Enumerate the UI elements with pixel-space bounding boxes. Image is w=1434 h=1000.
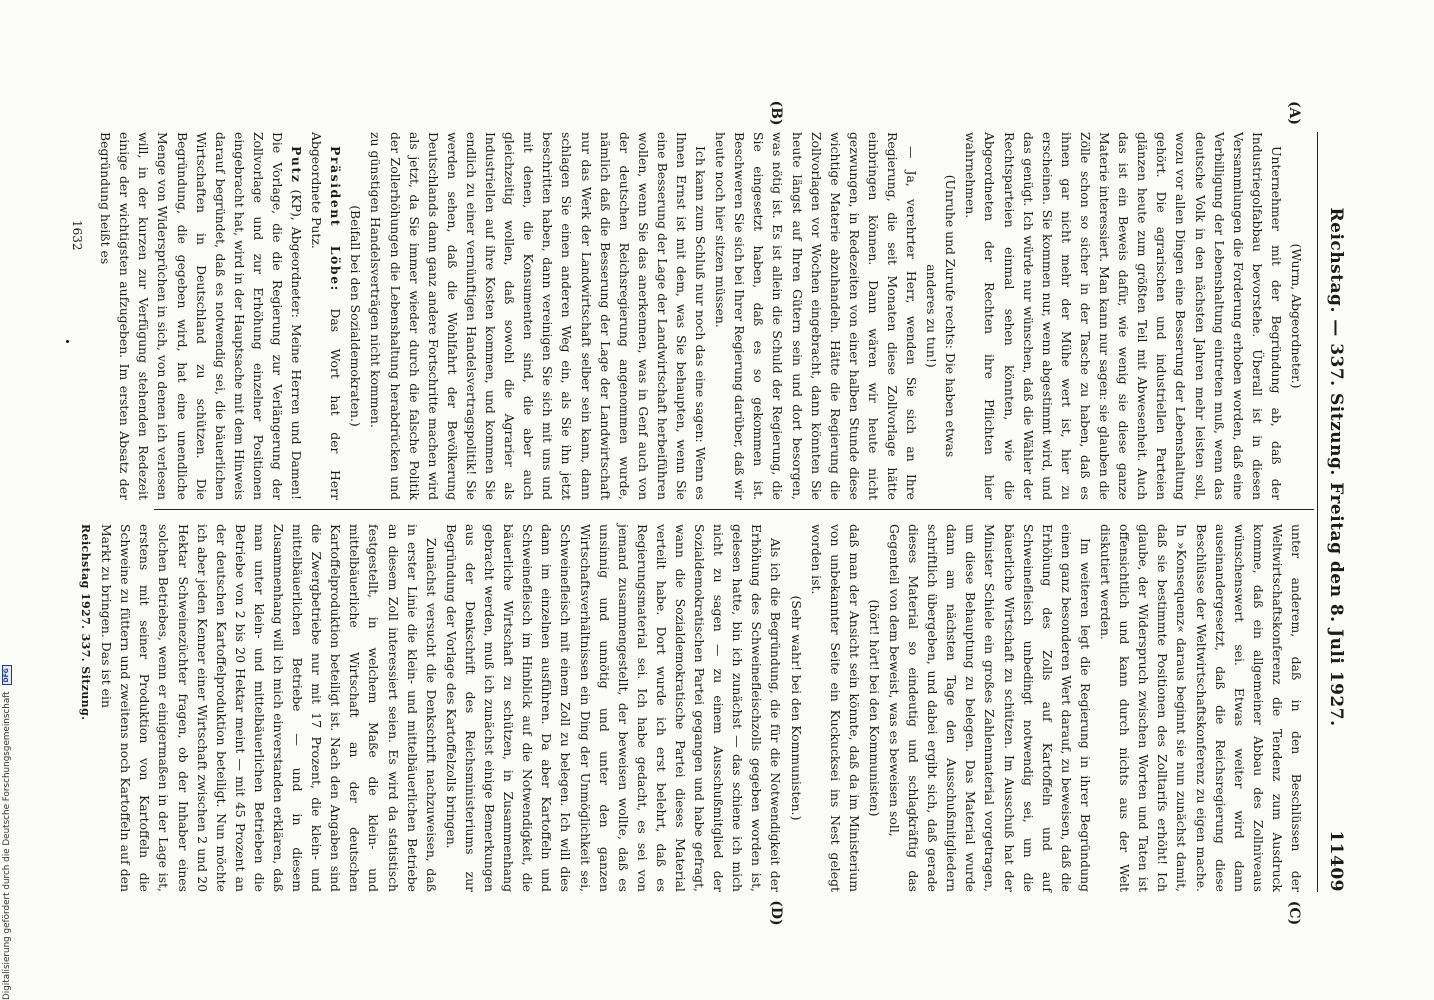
footer-page-number: 1632 <box>70 220 84 251</box>
first-column-paragraph: Ich kann zum Schluß nur noch das eine sagen: Wenn es Ihnen Ernst ist mit dem, was Sie behaupten, wenn Sie eine Besserung der Lage der Landwirtschaft herbeiführen wollen, wenn Sie das anerkennen, was in Genf auch von der deutschen Reichsregierung angenommen wurde, nämlich daß die Besserung der Lage der Landwirtschaft nur das Werk der Landwirtschaft selber sein kann, dann schlagen Sie einen anderen Weg ein, als Sie ihn jetzt beschritten haben, dann vereinigen Sie sich mit uns und mit denen, die Konsumenten sind, die aber auch gleichzeitig wollen, daß sowohl die Agrarier als Industriellen auf ihre Kosten kommen, und kommen Sie endlich zu einer vernünftigen Handelsvertragspolitik! Sie werden sehen, daß die Wohlfahrt der Bevölkerung Deutschlands dann ganz andere Fortschritte machen wird als jetzt, da Sie immer wieder durch die falsche Politik der Zollerhöhungen die Lebenshaltung herabdrücken und zu günstigen Handelsverträgen nicht kommen. <box>368 132 709 500</box>
header-rule <box>1317 132 1318 892</box>
text-column-second <box>66 524 1306 892</box>
column-divider <box>154 509 1314 510</box>
digitization-credit <box>0 0 14 1000</box>
first-column-paragraph: Putz (KP), Abgeordneter: Meine Herren und Damen! Die Vorlage, die die Regierung zur Verlängerung der Zollvorlage und zur Erhöhung einzelner Positionen eingebracht hat, wird in der Hauptsache mit dem Hinweis darauf begründet, daß es notwendig sei, die bäuerlichen Wirtschaften in Deutschland zu schützen. Die Begründung, die gegeben wird, hat eine unendliche Menge von Widersprüchen in sich, von denen ich verlesen will, in der kurzen zur Verfügung stehenden Redezeit einige der wichtigsten aufzugeben. Im ersten Absatz der Begründung heißt es <box>98 132 305 500</box>
speaker-name: Präsident Löbe: <box>328 146 344 292</box>
first-column-paragraph: (Wurm, Abgeordneter.) <box>1289 243 1304 389</box>
second-column-paragraph: Zunächst versucht die Denkschrift nachzuweisen, daß in erster Linie die klein- und mittelbäuerlichen Betriebe an diesem Zoll interessiert seien. Es wird da statistisch festgestellt, in welchem Maße die klein- und mittelbäuerliche Wirtschaft an der deutschen Kartoffelproduktion beteiligt ist. Nach den Angaben sind die Zwergbetriebe nur mit 17 Prozent, die klein- und mittelbäuerlichen Betriebe — und in diesem Zusammenhang will ich mich einverstanden erklären, daß man unter klein- und mittelbäuerlichen Betrieben die Betriebe von 2 bis 20 Hektar meint — mit 45 Prozent an der deutschen Kartoffelproduktion beteiligt. Nun möchte ich aber jeden Kenner einer Wirtschaft zwischen 2 und 20 Hektar Schweinezüchter fragen, ob der Inhaber eines solchen Betriebes, wenn er einigermaßen in der Lage ist, erstens mit seiner Produktion von Kartoffeln die Schweine zu füttern und zweitens noch Kartoffeln auf den Markt zu bringen. Das ist ein <box>99 524 439 892</box>
margin-letter-a: (A) <box>1286 100 1302 126</box>
scan-speck <box>66 340 69 343</box>
first-column-paragraph: Präsident Löbe: Das Wort hat der Herr Abgeordnete Putz. <box>309 132 344 501</box>
second-column-paragraph: (Sehr wahr! bei den Kommunisten.) <box>788 595 804 821</box>
margin-letter-b: (B) <box>768 100 784 126</box>
speaker-name: Putz <box>289 146 305 184</box>
first-column-paragraph: — Ja, verehrter Herr, wenden Sie sich an Ihre Regierung, die seit Monaten diese Zollvorlage hätte einbringen können. Dann wären wir heute nicht gezwungen, in Redezeiten von einer halben Stunde diese wichtige Materie abzuhandeln. Hätte die Regierung die Zollvorlagen vor Wochen eingebracht, dann könnten Sie heute längst auf Ihren Gütern sein und dort besorgen, was nötig ist. Es ist allein die Schuld der Regierung, die Sie eingesetzt haben, daß es so gekommen ist. Beschweren Sie sich bei Ihrer Regierung darüber, daß wir heute noch hier sitzen müssen. <box>713 132 920 500</box>
second-column-paragraph: Als ich die Begründung, die für die Notwendigkeit der Erhöhung des Schweinefleischzolls gegeben worden ist, gelesen hatte, bin ich zunächst — das schiene ich mich nicht zu sagen — zu einem Ausschußmitglied der Sozialdemokratischen Partei gegangen und habe gefragt, wann die Sozialdemokratische Partei dieses Material verteilt habe. Dort wurde ich erst belehrt, daß es Regierungsmaterial sei. Ich habe gedacht, es sei von jemand zusammengestellt, der beweisen wollte, daß es unsinnig und unnötig und unter den ganzen Wirtschaftsverhältnissen ein Ding der Unmöglichkeit sei, Schweinefleisch mit einem Zoll zu belegen. Ich will dies dann im einzelnen ausführen. Da aber Kartoffeln und Schweinefleisch im Hinblick auf die Notwendigkeit, die bäuerliche Wirtschaft zu schützen, in Zusammenhang gebracht werden, muß ich zunächst einige Bemerkungen aus der Denkschrift des Reichsministeriums zur Begründung der Vorlage des Kartoffelzolls bringen. <box>443 524 784 892</box>
second-column-paragraph: (hört! hört! bei den Kommunisten) <box>866 599 882 817</box>
first-column-paragraph: (Beifall bei den Sozialdemokraten.) <box>348 205 364 427</box>
page-title: Reichstag. — 337. Sitzung. Freitag den 8. Juli 1927. <box>1326 207 1346 727</box>
margin-letter-c: (C) <box>1286 900 1302 926</box>
footer-sitting: Reichstag 1927. 337. Sitzung. <box>79 524 92 721</box>
text-column-first <box>98 132 1306 501</box>
digitization-credit-text: Digitalisierung gefördert durch die Deutsche Forschungsgemeinschaft <box>2 691 12 1000</box>
first-column-paragraph: Unternehmer mit der Begründung ab, daß der Industriegolfabbau bevorstehe. Überall ist in diesen Versammlungen die Forderung erhoben worden, daß eine Verbilligung der Lebenshaltung eintreten muß, wenn das deutsche Volk in den nächsten Jahren mehr leisten soll, wozu vor allen Dingen eine Besserung der Lebenshaltung gehört. Die agrarischen und industriellen Parteien glänzen heute zum größten Teil mit Abwesenheit. Auch das ist ein Beweis dafür, wie wenig sie diese ganze Materie interessiert. Man kann nur sagen: sie glauben die Zölle schon so sicher in der Tasche zu haben, daß es ihnen gar nicht mehr der Mühe wert ist, hier zu erscheinen. Sie kommen nur, wenn abgestimmt wird, und das genügt. Ich würde nur wünschen, daß die Wähler der Rechtsparteien einmal sehen könnten, wie die Abgeordneten der Rechten ihre Pflichten hier wahrnehmen. <box>963 132 1284 500</box>
dfg-logo: DFG <box>2 665 12 685</box>
margin-letter-d: (D) <box>768 900 784 926</box>
second-column-paragraph: unter anderem, daß in den Beschlüssen der Weltwirtschaftskonferenz die Tendenz zum Ausdruck komme, daß ein allgemeiner Abbau des Zollniveaus wünschenswert sei. Etwas weiter wird dann auseinandergesetzt, daß die Reichsregierung diese Beschlüsse der Weltwirtschaftskonferenz zu eigen mache. In »Konsequenz« daraus beginnt sie nun zunächst damit, daß sie bestimmte Positionen des Zolltarifs erhöht! Ich glaube, der Widerspruch zwischen Worten und Taten ist offensichtlich und kann durch nichts aus der Welt diskutiert werden. <box>1098 524 1304 892</box>
page-number: 11409 <box>1326 830 1346 892</box>
first-column-paragraph: (Unruhe und Zurufe rechts: Die haben etwas anderes zu tun!) <box>924 174 959 458</box>
page-header <box>1320 132 1346 892</box>
second-column-paragraph: daß man der Ansicht sein könnte, daß da im Ministerium von unbekannter Seite ein Kuckucksei ins Nest gelegt worden ist. <box>808 524 862 892</box>
second-column-paragraph: Im weiteren legt die Regierung in ihrer Begründung einen ganz besonderen Wert darauf, zu beweisen, daß die Erhöhung des Zolls auf Kartoffeln und auf Schweinefleisch unbedingt notwendig sei, um die bäuerliche Wirtschaft zu schützen. Im Ausschuß hat der Minister Schiele ein großes Zahlenmaterial vorgetragen, um diese Behauptung zu belegen. Das Material wurde dann am nächsten Tage den Ausschußmitgliedern schriftlich übergeben, und dabei ergibt sich, daß gerade dieses Material so eindeutig und schlagkräftig das Gegenteil von dem beweist, was es beweisen soll, <box>887 524 1093 892</box>
